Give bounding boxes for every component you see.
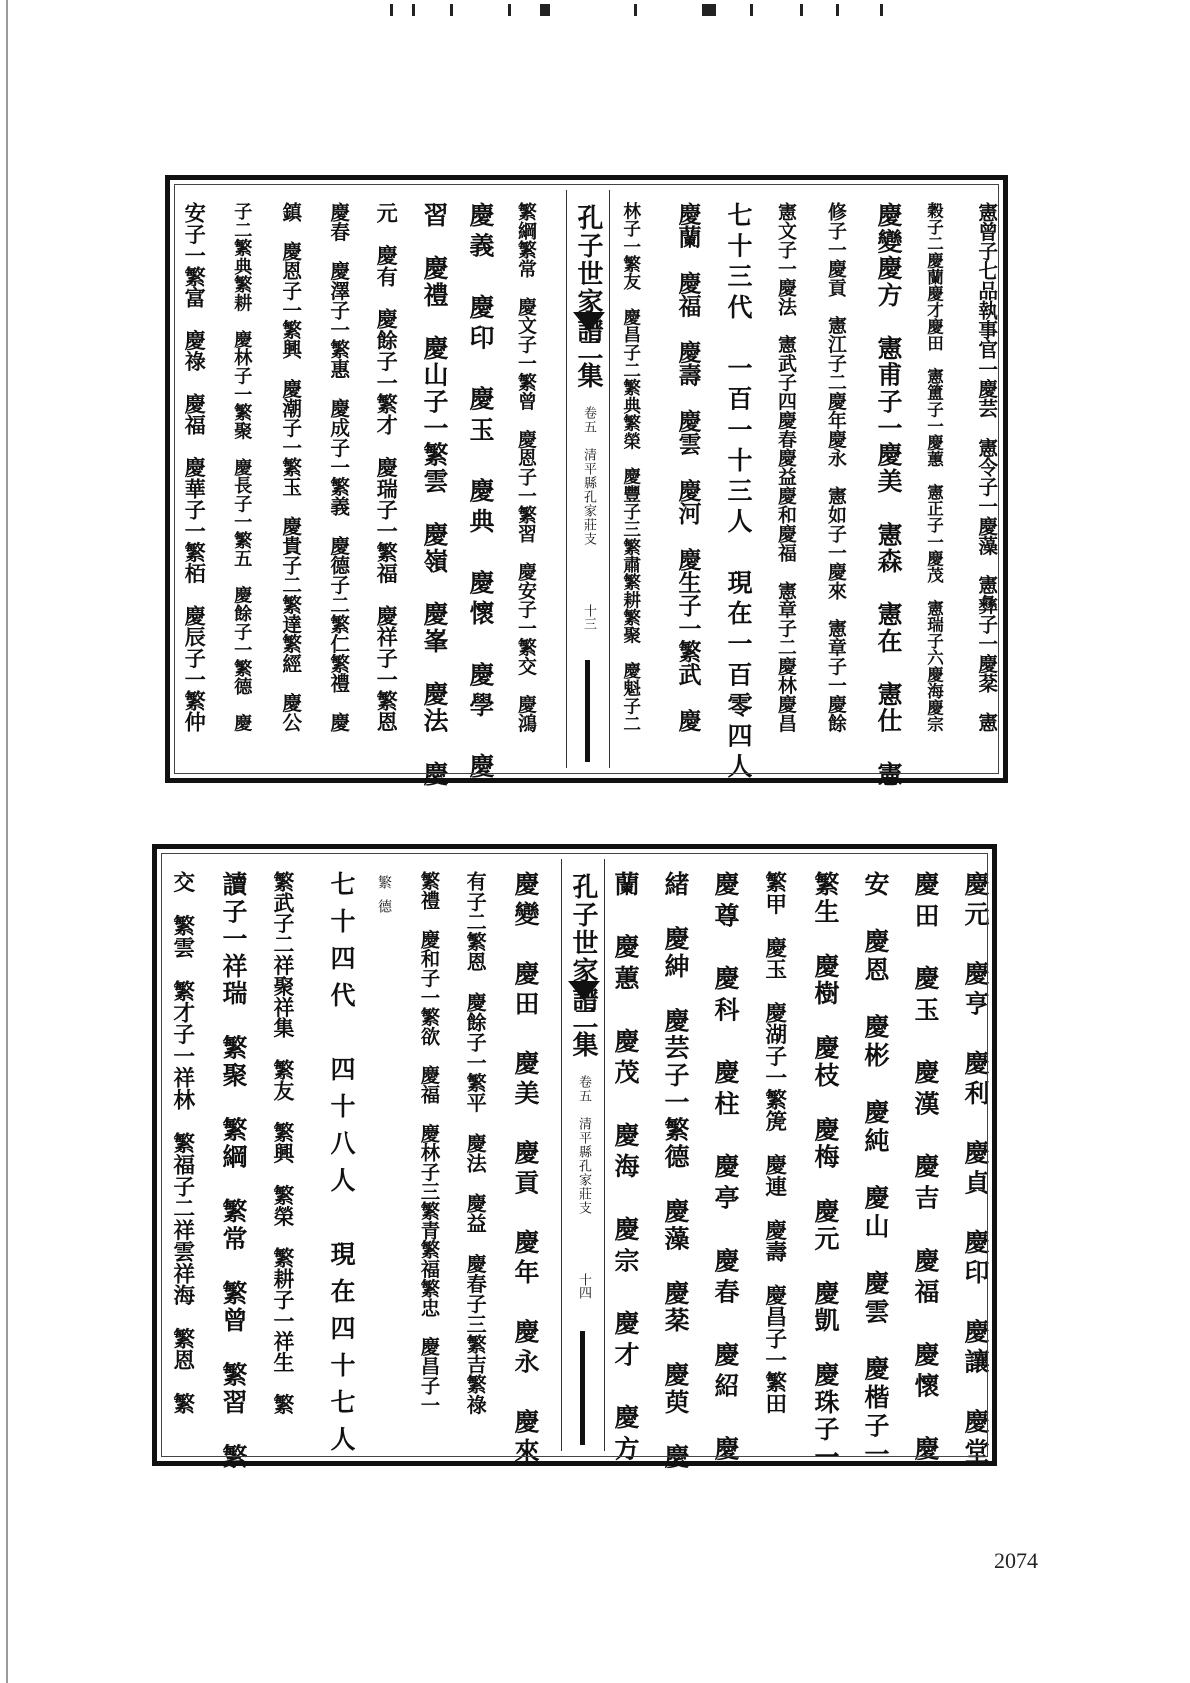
genealogy-page-top	[165, 175, 1008, 788]
text-column: 繁禮 慶和子一繁欲 慶福 慶林子三繁青繁福繁忠 慶昌子一	[417, 871, 441, 1415]
text-column: 鎮 慶恩子一繁興 慶潮子一繁玉 慶貴子二繁達繁經 慶公	[278, 202, 302, 733]
text-column: 慶田 慶玉 慶漢 慶吉 慶福 慶懷 慶	[911, 871, 940, 1467]
volume-label: 二集	[568, 1005, 598, 1057]
chapter-subtitle: 卷五 清平縣孔家莊支	[576, 1075, 591, 1215]
text-column: 慶春 慶澤子一繁惠 慶成子一繁義 慶德子二繁仁繁禮 慶	[326, 202, 350, 733]
fish-tail-mark	[573, 312, 605, 332]
book-title: 孔子世家譜	[573, 204, 603, 344]
text-column: 林子一繁友 慶昌子二繁典繁榮 慶豐子三繁肅繁耕繁聚 慶魁子二	[620, 202, 642, 733]
text-column: 有子二繁恩 慶餘子一繁平 慶法 慶益 慶春子三繁吉繁祿	[463, 871, 488, 1415]
book-title: 孔子世家譜	[568, 873, 598, 1013]
text-column: 安子一繁富 慶祿 慶福 慶華子一繁栢 慶辰子一繁仲	[182, 202, 208, 732]
text-column: 讀子一祥瑞 繁聚 繁綱 繁常 繁曾 繁習 繁	[219, 871, 248, 1471]
text-column: 憲文子一慶法 憲武子四慶春慶益慶和慶福 憲章子二慶林慶昌	[774, 202, 797, 733]
text-column: 繁武子二祥聚祥集 繁友 繁興 繁榮 繁耕子一祥生 繁	[269, 871, 295, 1415]
center-spine	[566, 190, 610, 768]
text-column: 安 慶恩 慶彬 慶純 慶山 慶雲 慶楷子一	[861, 871, 890, 1470]
text-column: 慶義 慶印 慶玉 慶典 慶懷 慶學 慶	[466, 202, 495, 784]
text-column: 繁生 慶樹 慶枝 慶梅 慶元 慶凱 慶珠子一	[811, 871, 840, 1471]
volume-label: 二集	[573, 336, 603, 388]
center-spine	[561, 859, 605, 1451]
chapter-subtitle: 卷五 清平縣孔家莊支	[581, 406, 596, 546]
text-column: 慶尊 慶科 慶柱 慶亭 慶春 慶紹 慶	[711, 871, 740, 1467]
text-column: 穀子二慶蘭慶才慶田 憲簠子一慶蕙 憲正子一慶茂 憲瑞子六慶海慶宗	[924, 202, 945, 732]
text-column: 習 慶禮 慶山子一繁雲 慶嶺 慶峯 慶法 慶	[420, 202, 449, 788]
text-column: 繁德	[376, 875, 392, 923]
text-column: 慶蘭 慶福 慶壽 慶雲 慶河 慶生子一繁武 慶	[674, 202, 702, 732]
text-column: 緒 慶紳 慶芸子一繁德 慶藻 慶棻 慶萸 慶	[661, 871, 690, 1471]
folio-number: 十四	[576, 1273, 591, 1299]
cropped-previous-page-edge	[390, 0, 950, 22]
spine-bar	[580, 1331, 585, 1445]
text-column: 憲曾子七品執事官一慶芸 憲令子一慶藻 憲彝子一慶棻 憲	[974, 202, 998, 733]
spine-bar	[585, 660, 590, 762]
generation-heading: 七十四代 四十八人 現在四十七人	[327, 871, 356, 1463]
generation-heading: 七十三代 一百一十三人 現在一百零四人	[724, 202, 753, 784]
text-column: 慶變 慶田 慶美 慶貢 慶年 慶永 慶來	[511, 871, 540, 1468]
text-column: 慶變慶方 憲甫子一慶美 憲森 憲在 憲仕 憲	[874, 202, 903, 788]
text-column: 交 繁雲 繁才子一祥林 繁福子二祥雲祥海 繁恩 繁	[169, 871, 195, 1415]
fish-tail-mark	[568, 981, 600, 1001]
text-column: 元 慶有 慶餘子一繁才 慶瑞子一繁福 慶祥子一繁恩	[374, 202, 400, 732]
text-column: 子二繁典繁耕 慶林子一繁聚 慶長子一繁五 慶餘子一繁德 慶	[231, 202, 253, 732]
text-column: 慶元 慶亨 慶利 慶貞 慶印 慶讓 慶堂	[961, 871, 990, 1468]
page-number: 2074	[994, 1548, 1038, 1573]
text-column: 蘭 慶蕙 慶茂 慶海 慶宗 慶才 慶方	[611, 871, 640, 1467]
scan-edge-rule	[6, 0, 8, 1683]
folio-number: 十三	[581, 604, 596, 630]
text-column: 修子一慶貢 憲江子二慶年慶永 憲如子一慶來 憲章子一慶餘	[824, 202, 847, 733]
text-column: 繁綱繁常 慶文子一繁曾 慶恩子一繁習 慶安子一繁交 慶鴻	[514, 202, 537, 733]
genealogy-page-bottom	[152, 844, 997, 1471]
text-column: 繁甲 慶玉 慶湖子一繁箎 慶連 慶壽 慶昌子一繁田	[761, 871, 787, 1415]
